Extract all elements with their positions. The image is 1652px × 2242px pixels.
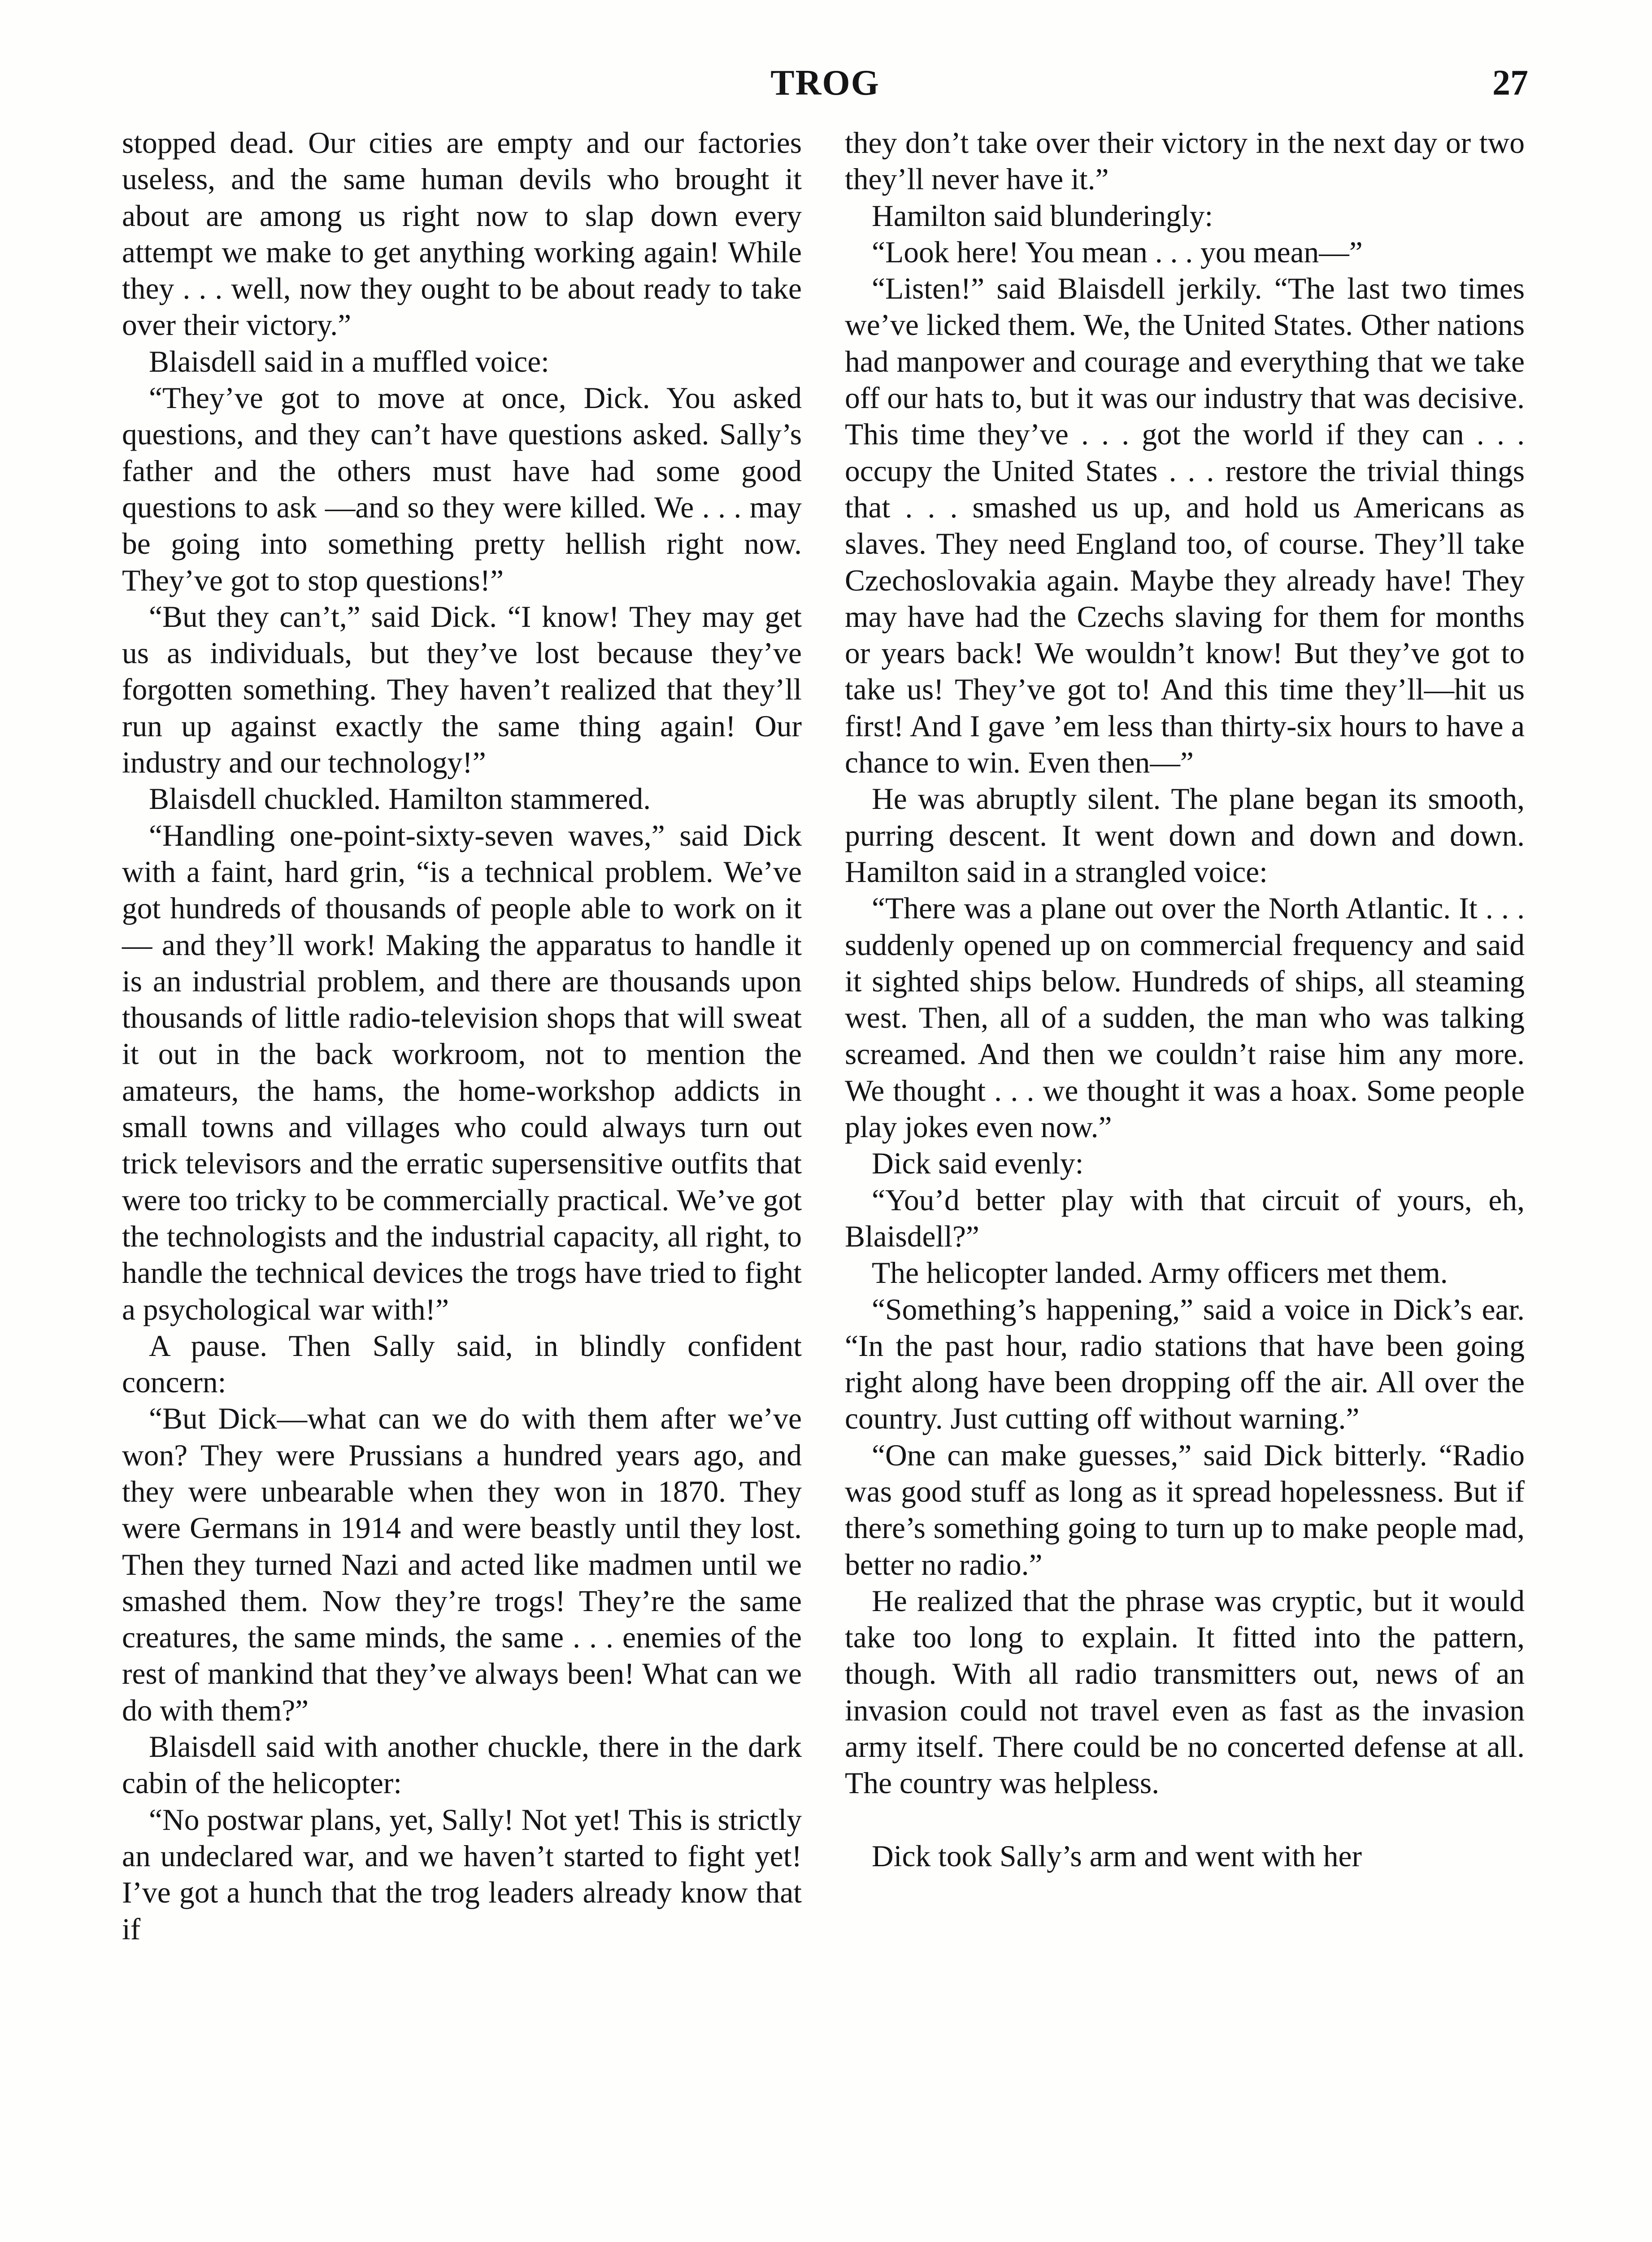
paragraph: The helicopter landed. Army officers met them. (872, 1256, 1448, 1290)
running-title: TROG (770, 63, 880, 103)
paragraph: “You’d better play with that circuit of yours, eh, Blaisdell?” (845, 1183, 1525, 1253)
paragraph: “Look here! You mean . . . you mean—” (872, 235, 1363, 269)
paragraph: stopped dead. Our cities are empty and our factories useless, and the same human devils who brought it about are among us right now to slap down every attempt we make to get anything working again! While they . . . well, now they ought to be about ready to take over their victory.” (122, 126, 802, 342)
running-head (122, 63, 1528, 108)
paragraph: He was abruptly silent. The plane began its smooth, purring descent. It went down and down and down. Hamilton said in a strangled voice: (845, 782, 1525, 889)
paragraph: “There was a plane out over the North Atlantic. It . . . suddenly opened up on commercial frequency and said it sighted ships below. Hundreds of ships, all steaming west. Then, all of a sudden, the man who was talking screamed. And then we couldn’t raise him any more. We thought . . . we thought it was a hoax. Some people play jokes even now.” (845, 891, 1525, 1144)
paragraph: Blaisdell chuckled. Hamilton stammered. (149, 782, 651, 816)
paragraph: Dick said evenly: (872, 1147, 1084, 1181)
paragraph: “But Dick—what can we do with them after we’ve won? They were Prussians a hundred years ago, and they were unbearable when they won in 1870. They were Germans in 1914 and were beastly until they lost. Then they turned Nazi and acted like madmen until we smashed them. Now they’re trogs! They’re the same creatures, the same minds, the same . . . enemies of the rest of mankind that they’ve always been! What can we do with them?” (122, 1402, 802, 1727)
paragraph: “Handling one-point-sixty-seven waves,” said Dick with a faint, hard grin, “is a technical problem. We’ve got hundreds of thousands of people able to work on it— and they’ll work! Making the apparatus to handle it is an industrial problem, and there are thousands upon thousands of little radio-television shops that will sweat it out in the back workroom, not to mention the amateurs, the hams, the home-workshop addicts in small towns and villages who could always turn out trick televisors and the erratic supersensitive outfits that were too tricky to be commercially practical. We’ve got the technologists and the industrial capacity, all right, to handle the technical devices the trogs have tried to fight a psychological war with!” (122, 818, 802, 1326)
paragraph: A pause. Then Sally said, in blindly confident concern: (122, 1329, 802, 1399)
paragraph: they don’t take over their victory in the next day or two they’ll never have it.” (845, 126, 1525, 196)
paragraph: Hamilton said blunderingly: (872, 199, 1213, 233)
paragraph: He realized that the phrase was cryptic, but it would take too long to explain. It fitted into the pattern, though. With all radio transmitters out, news of an invasion could not travel even as fast as the invasion army itself. There could be no concerted defense at all. The country was helpless. (845, 1584, 1525, 1800)
paragraph: Dick took Sally’s arm and went with her (872, 1839, 1362, 1873)
right-column (845, 125, 1525, 1874)
paragraph: “No postwar plans, yet, Sally! Not yet! This is strictly an undeclared war, and we haven’t started to fight yet! I’ve got a hunch that the trog leaders already know that if (122, 1803, 802, 1946)
paragraph: Blaisdell said with another chuckle, there in the dark cabin of the helicopter: (122, 1730, 802, 1800)
paragraph: Blaisdell said in a muffled voice: (149, 344, 549, 378)
paragraph: “One can make guesses,” said Dick bitterly. “Radio was good stuff as long as it spread hopelessness. But if there’s something going to turn up to make people mad, better no radio.” (845, 1438, 1525, 1582)
paragraph: “But they can’t,” said Dick. “I know! They may get us as individuals, but they’ve lost because they’ve forgotten something. They haven’t realized that they’ll run up against exactly the same thing again! Our industry and our technology!” (122, 600, 802, 780)
page-number: 27 (1492, 63, 1528, 103)
paragraph: “They’ve got to move at once, Dick. You asked questions, and they can’t have questions asked. Sally’s father and the others must have had some good questions to ask —and so they were killed. We . . . may be going into something pretty hellish right now. They’ve got to stop questions!” (122, 381, 802, 597)
paragraph: “Something’s happening,” said a voice in Dick’s ear. “In the past hour, radio stations that have been going right along have been dropping off the air. All over the country. Just cutting off without warning.” (845, 1292, 1525, 1436)
left-column (122, 125, 802, 1947)
paragraph: “Listen!” said Blaisdell jerkily. “The last two times we’ve licked them. We, the United States. Other nations had manpower and courage and everything that we take off our hats to, but it was our industry that was decisive. This time they’ve . . . got the world if they can . . . occupy the United States . . . restore the trivial things that . . . smashed us up, and hold us Americans as slaves. They need England too, of course. They’ll take Czechoslovakia again. Maybe they already have! They may have had the Czechs slaving for them for months or years back! We wouldn’t know! But they’ve got to take us! They’ve got to! And this time they’ll—hit us first! And I gave ’em less than thirty-six hours to have a chance to win. Even then—” (845, 272, 1525, 780)
